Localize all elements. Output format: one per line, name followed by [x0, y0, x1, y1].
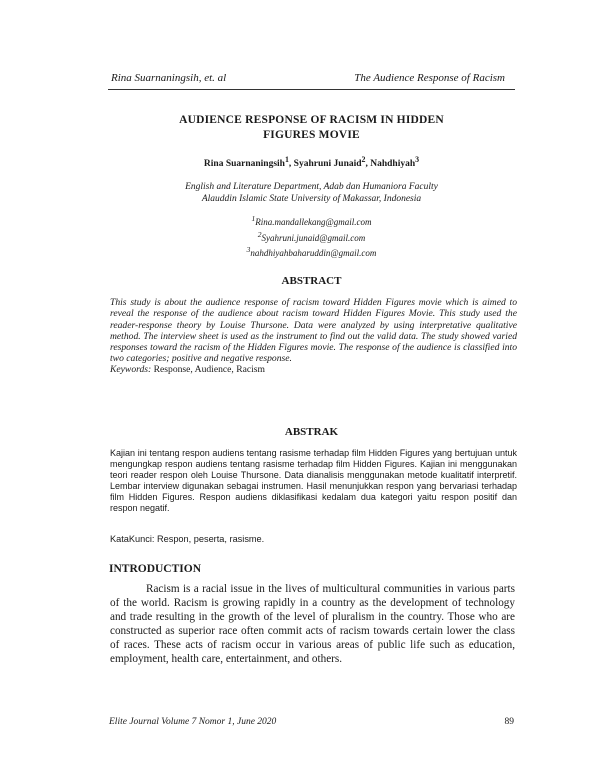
affiliation-line-2: Alauddin Islamic State University of Makassar, Indonesia [201, 194, 422, 204]
email-2-sup: 2 [257, 229, 262, 239]
affiliation-line-1: English and Literature Department, Adab dan Humaniora Faculty [185, 182, 438, 192]
paper-title [108, 113, 515, 143]
introduction-paragraph: Racism is a racial issue in the lives of multicultural communities in various parts of the world. Racism is growing rapidly in a country as the development of technology and trade resulting in the growth of the level of pluralism in the country. Those who are constructed as superior race often commit acts of racism towards certain lower the class of races. These acts of racism occur in various areas of public life such as education, employment, health care, entertainment, and others. [110, 583, 515, 665]
page-number: 89 [504, 717, 514, 727]
email-list [108, 213, 515, 260]
author-3: Nahdhiyah [370, 159, 416, 170]
abstract-heading: ABSTRACT [281, 275, 342, 287]
abstract-text: This study is about the audience response of racism toward Hidden Figures movie which is aimed to reveal the response of the audience about racism toward Hidden Figures Movie. This study used the reader-response theory by Louise Thursone. Data were analyzed by using interpretative qualitative method. The interview sheet is used as the instrument to find out the valid data. The study showed varied responses toward the racism of the Hidden Figures movie. The response of the audience is classified into two categories; positive and negative response. [110, 297, 517, 365]
author-list [108, 155, 515, 169]
author-sep-2: , [365, 159, 371, 170]
footer-journal: Elite Journal Volume 7 Nomor 1, June 2020 [109, 717, 277, 727]
email-3-text: nahdhiyahbaharuddin@gmail.com [250, 248, 377, 258]
author-1: Rina Suarnaningsih [203, 159, 285, 170]
keywords-line [110, 364, 265, 375]
author-sep-1: , [288, 159, 294, 170]
email-1-sup: 1 [251, 214, 256, 223]
email-3[interactable] [108, 244, 515, 260]
katakunci-line: KataKunci: Respon, peserta, rasisme. [110, 534, 265, 544]
introduction-heading: INTRODUCTION [109, 563, 202, 575]
email-2[interactable] [108, 229, 515, 245]
author-2-sup: 2 [361, 155, 366, 164]
abstrak-text: Kajian ini tentang respon audiens tentang rasisme terhadap film Hidden Figures yang bertujuan untuk mengungkap respon audiens tentang rasisme terhadap film Hidden Figures. Kajian ini menggunakan teori reader respon oleh Louise Thursone. Data dianalisis menggunakan metode kualitatif interpretif. Lembar interview digunakan sebagai instrumen. Hasil menunjukkan respon yang bervariasi terhadap film Hidden Figures. Respon audiens diklasifikasi kedalam dua kategori yaitu respon positif dan respon negatif. [110, 448, 517, 513]
email-1[interactable] [108, 213, 515, 229]
author-2: Syahruni Junaid [293, 159, 362, 170]
header-rule [108, 89, 515, 90]
keywords-value: Response, Audience, Racism [153, 364, 265, 375]
email-2-text: Syahruni.junaid@gmail.com [261, 232, 366, 243]
running-header-author: Rina Suarnaningsih, et. al [111, 72, 227, 84]
running-header-title: The Audience Response of Racism [354, 72, 505, 84]
abstrak-heading: ABSTRAK [284, 426, 339, 438]
paper-title-line-2: FIGURES MOVIE [263, 129, 360, 141]
email-3-sup: 3 [246, 245, 251, 254]
affiliation [108, 181, 515, 205]
paper-title-line-1: AUDIENCE RESPONSE OF RACISM IN HIDDEN [179, 114, 444, 126]
author-1-sup: 1 [284, 155, 289, 164]
author-3-sup: 3 [415, 155, 420, 164]
keywords-label: Keywords: [110, 364, 152, 375]
email-1-text: Rina.mandallekang@gmail.com [255, 217, 372, 227]
